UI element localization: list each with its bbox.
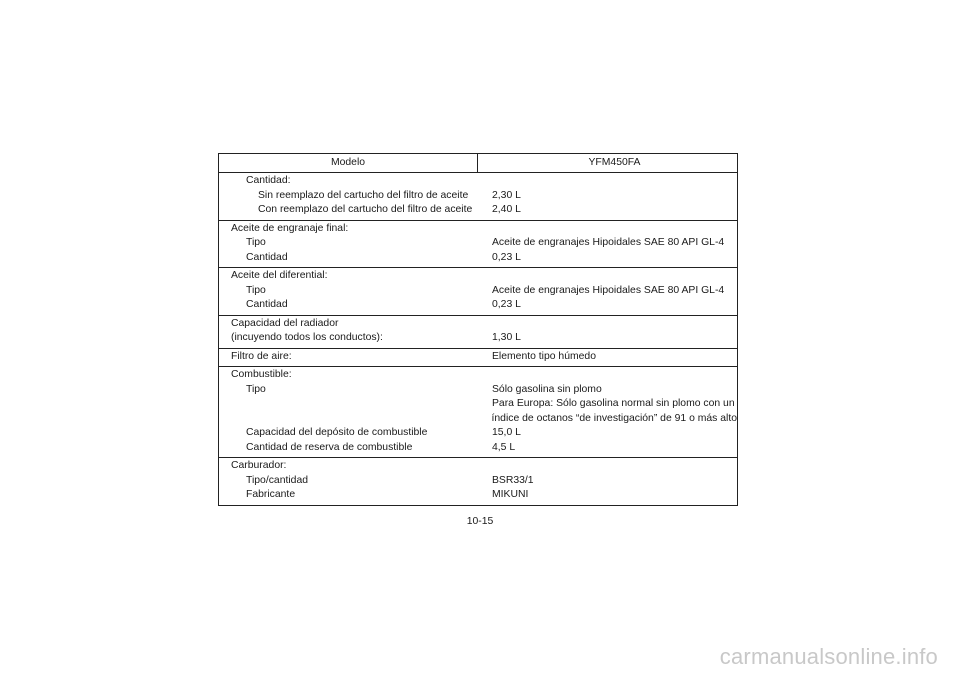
spec-value: Aceite de engranajes Hipoidales SAE 80 API GL-4 bbox=[492, 237, 725, 248]
spec-value bbox=[492, 317, 737, 332]
spec-value: 1,30 L bbox=[492, 332, 521, 343]
spec-label: Tipo/cantidad bbox=[246, 474, 308, 486]
spec-label: (incuyendo todos los conductos): bbox=[231, 332, 383, 343]
spec-label: Filtro de aire: bbox=[231, 350, 292, 362]
spec-value: 2,30 L bbox=[492, 189, 521, 201]
table-row bbox=[219, 397, 737, 412]
table-header bbox=[219, 154, 737, 173]
spec-value: MIKUNI bbox=[492, 489, 529, 500]
header-label: Modelo bbox=[219, 154, 478, 172]
spec-label: Capacidad del radiador bbox=[231, 317, 339, 329]
table-row bbox=[219, 269, 737, 284]
table-section bbox=[219, 221, 737, 269]
spec-label bbox=[219, 412, 492, 427]
spec-value bbox=[492, 174, 737, 189]
spec-value: Sólo gasolina sin plomo bbox=[492, 383, 602, 395]
spec-value: Para Europa: Sólo gasolina normal sin plomo con un bbox=[492, 398, 735, 409]
spec-label: Cantidad bbox=[246, 299, 288, 310]
spec-value bbox=[492, 222, 737, 237]
table-row bbox=[219, 284, 737, 299]
table-row bbox=[219, 236, 737, 251]
spec-label: Capacidad del depósito de combustible bbox=[246, 427, 428, 438]
spec-label: Cantidad bbox=[246, 251, 288, 263]
spec-value: 0,23 L bbox=[492, 251, 521, 263]
spec-label: Combustible: bbox=[231, 369, 292, 380]
table-row bbox=[219, 251, 737, 266]
table-row bbox=[219, 412, 737, 427]
table-row bbox=[219, 189, 737, 204]
table-section bbox=[219, 316, 737, 349]
table-section bbox=[219, 349, 737, 368]
header-value: YFM450FA bbox=[588, 156, 641, 168]
spec-label: Tipo bbox=[246, 383, 266, 395]
spec-label: Fabricante bbox=[246, 489, 296, 500]
spec-value bbox=[492, 459, 737, 474]
table-row bbox=[219, 459, 737, 474]
spec-label bbox=[219, 397, 492, 412]
spec-table bbox=[218, 153, 738, 506]
spec-value bbox=[492, 368, 737, 383]
spec-label: Cantidad de reserva de combustible bbox=[246, 441, 413, 453]
table-section bbox=[219, 173, 737, 221]
page-number: 10-15 bbox=[466, 516, 494, 527]
table-row bbox=[219, 174, 737, 189]
table-body bbox=[219, 173, 737, 505]
spec-value: Elemento tipo húmedo bbox=[492, 350, 596, 362]
spec-value: 4,5 L bbox=[492, 441, 516, 453]
table-row bbox=[219, 350, 737, 365]
table-section bbox=[219, 367, 737, 458]
watermark: carmanualsonline.info bbox=[719, 644, 938, 669]
table-row bbox=[219, 298, 737, 313]
table-section bbox=[219, 458, 737, 505]
table-row bbox=[219, 426, 737, 441]
spec-value: 15,0 L bbox=[492, 427, 521, 438]
table-row bbox=[219, 441, 737, 456]
spec-label: Tipo bbox=[246, 284, 266, 296]
table-row bbox=[219, 488, 737, 503]
table-row bbox=[219, 383, 737, 398]
spec-label: Carburador: bbox=[231, 460, 287, 471]
spec-value: 2,40 L bbox=[492, 204, 521, 215]
table-row bbox=[219, 317, 737, 332]
spec-value: BSR33/1 bbox=[492, 474, 534, 486]
spec-label: Aceite del diferential: bbox=[231, 270, 328, 281]
spec-label: Cantidad: bbox=[246, 175, 291, 186]
table-section bbox=[219, 268, 737, 316]
table-row bbox=[219, 474, 737, 489]
spec-label: Con reemplazo del cartucho del filtro de aceite bbox=[258, 204, 473, 215]
spec-value: 0,23 L bbox=[492, 299, 521, 310]
spec-value bbox=[492, 269, 737, 284]
spec-value: Aceite de engranajes Hipoidales SAE 80 API GL-4 bbox=[492, 284, 725, 296]
table-row bbox=[219, 222, 737, 237]
table-row bbox=[219, 331, 737, 346]
spec-label: Tipo bbox=[246, 237, 266, 248]
table-row bbox=[219, 203, 737, 218]
table-row bbox=[219, 368, 737, 383]
spec-label: Aceite de engranaje final: bbox=[231, 222, 349, 234]
spec-value: índice de octanos “de investigación” de 91 o más alto bbox=[491, 412, 737, 424]
spec-label: Sin reemplazo del cartucho del filtro de aceite bbox=[258, 189, 469, 201]
